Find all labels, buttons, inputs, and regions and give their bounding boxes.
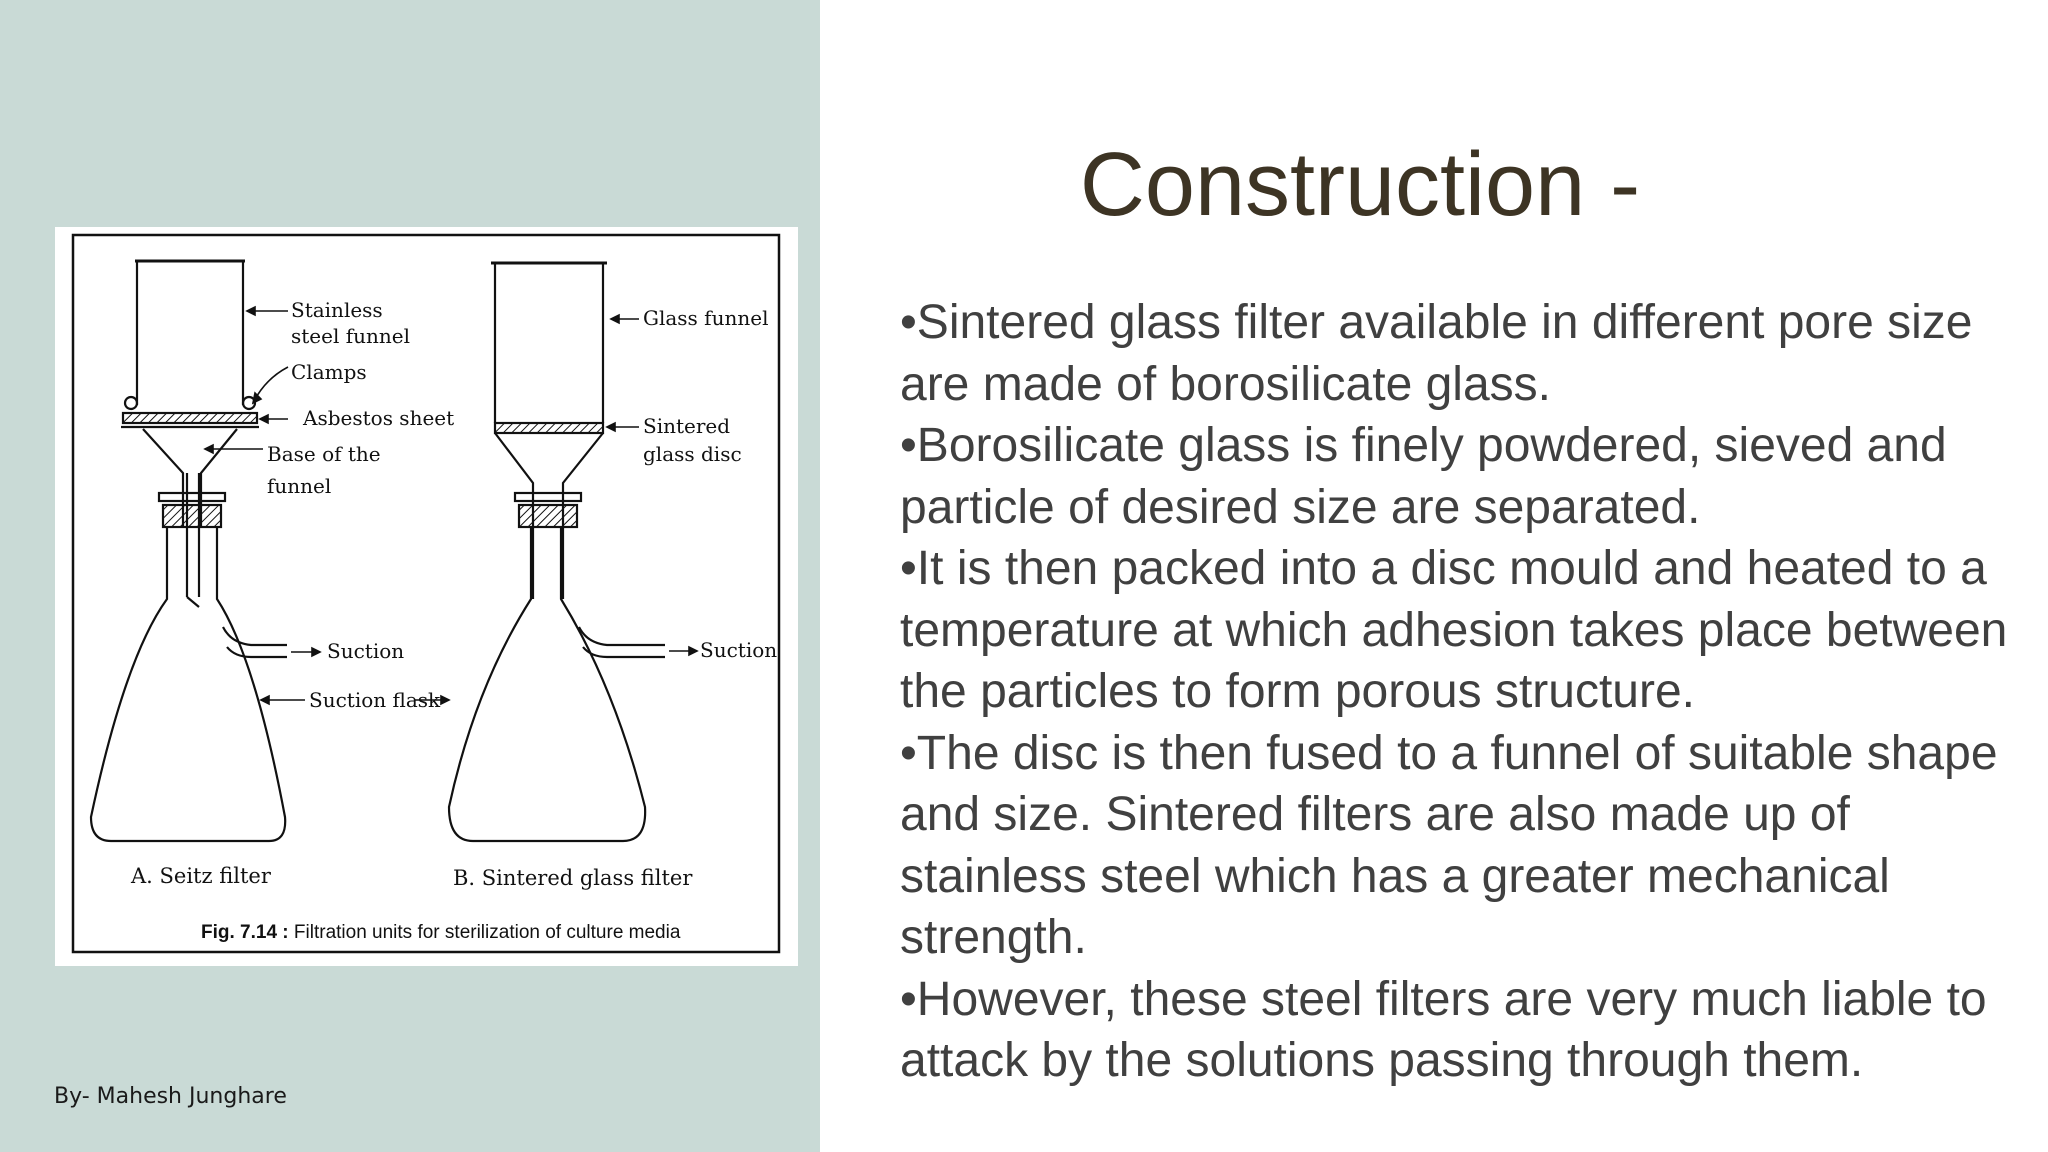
label-suction-flask: Suction flask [309,688,441,712]
filtration-figure [55,227,798,966]
figure-caption-number: Fig. 7.14 : [201,922,289,943]
label-glass-funnel: Glass funnel [643,306,769,330]
figure-frame [73,235,779,952]
seitz-filter-drawing [91,261,287,841]
label-suction-b: Suction [700,638,778,662]
label-asbestos: Asbestos sheet [303,406,455,430]
label-stainless-2: steel funnel [291,324,411,348]
label-sintered-filter: B. Sintered glass filter [453,866,693,890]
author-credit: By- Mahesh Junghare [54,1084,287,1109]
bullet-item: •Borosilicate glass is finely powdered, sieved and particle of desired size are separated. [900,419,1947,534]
bullet-item: •Sintered glass filter available in different pore size are made of borosilicate glass. [900,296,1973,411]
label-sintered-1: Sintered [643,414,731,438]
label-seitz: A. Seitz filter [131,864,271,888]
bullet-item: •However, these steel filters are very much liable to attack by the solutions passing through them. [900,972,1987,1087]
label-sintered-2: glass disc [643,442,742,466]
figure-caption [201,922,681,943]
sintered-arrows [607,315,697,655]
bullet-list [900,292,2010,1092]
label-suction-a: Suction [327,639,405,663]
label-clamps: Clamps [291,360,367,384]
bullet-item: •The disc is then fused to a funnel of suitable shape and size. Sintered filters are also made up of stainless steel which has a greater mechanical strength. [900,726,1998,964]
label-base-2: funnel [267,474,332,498]
label-base-1: Base of the [267,442,381,466]
bullet-item: •It is then packed into a disc mould and heated to a temperature at which adhesion takes place between the particles to form porous structure. [900,542,2008,718]
label-stainless-1: Stainless [291,298,383,322]
figure-caption-text: Filtration units for sterilization of culture media [288,922,681,943]
slide-title: Construction - [1079,135,1641,235]
sintered-filter-drawing [449,263,665,841]
